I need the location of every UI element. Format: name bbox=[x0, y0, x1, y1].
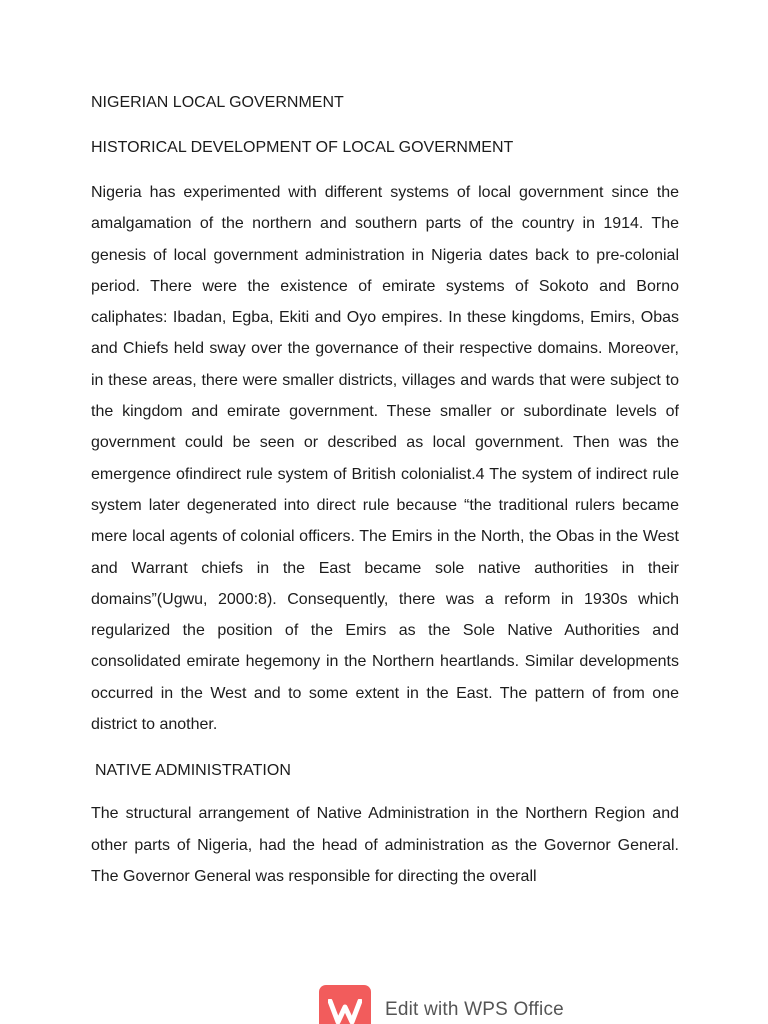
section-heading: HISTORICAL DEVELOPMENT OF LOCAL GOVERNMENT bbox=[91, 139, 514, 156]
wps-watermark[interactable] bbox=[319, 985, 564, 1024]
subheading-native-administration: NATIVE ADMINISTRATION bbox=[95, 762, 291, 780]
paragraph-historical-development: Nigeria has experimented with different systems of local government since the amalgamation of the northern and southern parts of the country in 1914. The genesis of local government administration in Nigeria dates back to pre-colonial period. There were the existence of emirate systems of Sokoto and Borno caliphates: Ibadan, Egba, Ekiti and Oyo empires. In these kingdoms, Emirs, Obas and Chiefs held sway over the governance of their respective domains. Moreover, in these areas, there were smaller districts, villages and wards that were subject to the kingdom and emirate government. These smaller or subordinate levels of government could be seen or described as local government. Then was the emergence ofindirect rule system of British colonialist.4 The system of indirect rule system later degenerated into direct rule because “the traditional rulers became mere local agents of colonial officers. The Emirs in the North, the Obas in the West and Warrant chiefs in the East became sole native authorities in their domains”(Ugwu, 2000:8). Consequently, there was a reform in 1930s which regularized the position of the Emirs as the Sole Native Authorities and consolidated emirate hegemony in the Northern heartlands. Similar developments occurred in the West and to some extent in the East. The pattern of from one district to another. bbox=[91, 184, 679, 734]
document-page bbox=[91, 92, 679, 892]
paragraph-native-administration: The structural arrangement of Native Administration in the Northern Region and other parts of Nigeria, had the head of administration as the Governor General. The Governor General was responsible for directing the overall bbox=[91, 805, 679, 885]
document-title: NIGERIAN LOCAL GOVERNMENT bbox=[91, 94, 344, 111]
wps-watermark-text: Edit with WPS Office bbox=[385, 999, 564, 1020]
wps-office-logo-icon bbox=[319, 985, 371, 1024]
